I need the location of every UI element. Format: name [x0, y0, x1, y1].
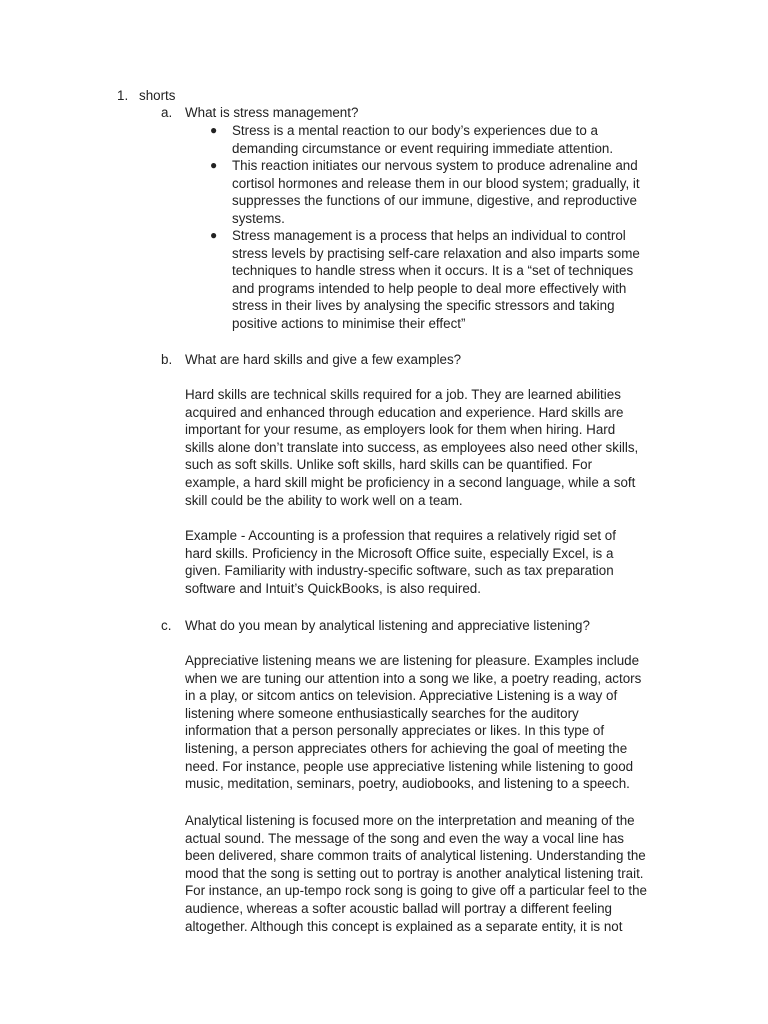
paragraph — [185, 812, 675, 935]
text-line: Stress management is a process that helps an individual to control — [232, 228, 626, 243]
text-line: in a play, or sitcom antics on television. Appreciative Listening is a way of — [185, 688, 618, 704]
text-line: This reaction initiates our nervous system to produce adrenaline and — [232, 158, 638, 173]
bullet-icon: ● — [210, 123, 218, 137]
text-line: For instance, an up-tempo rock song is going to give off a particular feel to the — [185, 883, 647, 899]
section-question: What do you mean by analytical listening and appreciative listening? — [185, 618, 590, 633]
text-line: skills alone don’t translate into success, as employees also need other skills, — [185, 439, 639, 455]
text-line: systems. — [232, 210, 285, 226]
text-line: actual sound. The message of the song and even the way a vocal line has — [185, 830, 624, 846]
text-line: Hard skills are technical skills required for a job. They are learned abilities — [185, 387, 621, 402]
list-title: shorts — [139, 88, 176, 103]
text-line: information that a person personally appreciates or likes. In this type of — [185, 723, 605, 739]
text-line: been delivered, share common traits of analytical listening. Understanding the — [185, 848, 646, 864]
text-line: suppresses the functions of our immune, digestive, and reproductive — [232, 193, 637, 209]
text-line: techniques to handle stress when it occurs. It is a “set of techniques — [232, 263, 634, 279]
text-line: important for your resume, as employers look for them when hiring. Hard — [185, 422, 616, 438]
bullet-icon: ● — [210, 228, 218, 242]
text-line: listening where someone enthusiastically searches for the auditory — [185, 705, 579, 721]
text-line: acquired and enhanced through education and experience. Hard skills are — [185, 404, 624, 420]
text-line: example, a hard skill might be proficiency in a second language, while a soft — [185, 474, 636, 490]
text-line: mood that the song is setting out to portray is another analytical listening trait. — [185, 865, 644, 881]
paragraph — [185, 386, 675, 509]
text-line: Appreciative listening means we are listening for pleasure. Examples include — [185, 653, 640, 668]
text-line: and programs intended to help people to deal more effectively with — [232, 280, 627, 296]
text-line: need. For instance, people use appreciative listening while listening to good — [185, 758, 634, 774]
bullet-icon: ● — [210, 158, 218, 172]
text-line: positive actions to minimise their effect” — [232, 315, 466, 331]
section-letter: c. — [161, 618, 172, 633]
text-line: skill could be the ability to work well on a team. — [185, 492, 463, 508]
text-line: listening, a person appreciates others for achieving the goal of meeting the — [185, 740, 628, 756]
paragraph — [185, 527, 675, 597]
text-line: Stress is a mental reaction to our body’s experiences due to a — [232, 123, 598, 138]
section-question: What is stress management? — [185, 105, 359, 120]
section-question: What are hard skills and give a few examples? — [185, 352, 462, 367]
text-line: Analytical listening is focused more on the interpretation and meaning of the — [185, 813, 635, 828]
text-line: when we are tuning our attention into a song we like, a poetry reading, actors — [185, 670, 642, 686]
text-line: Example - Accounting is a profession that requires a relatively rigid set of — [185, 528, 616, 543]
list-number: 1. — [117, 88, 129, 103]
text-line: given. Familiarity with industry-specific software, such as tax preparation — [185, 563, 614, 579]
text-line: software and Intuit’s QuickBooks, is also required. — [185, 580, 481, 596]
text-line: altogether. Although this concept is explained as a separate entity, it is not — [185, 918, 623, 934]
section-letter: a. — [161, 105, 173, 120]
text-line: music, meditation, seminars, poetry, audiobooks, and listening to a speech. — [185, 776, 630, 792]
text-line: demanding circumstance or event requiring immediate attention. — [232, 140, 614, 156]
section-letter: b. — [161, 352, 173, 367]
text-line: stress levels by practising self-care relaxation and also imparts some — [232, 245, 640, 261]
paragraph — [185, 652, 675, 793]
text-line: hard skills. Proficiency in the Microsoft Office suite, especially Excel, is a — [185, 545, 614, 561]
text-line: such as soft skills. Unlike soft skills, hard skills can be quantified. For — [185, 457, 593, 473]
text-line: audience, whereas a softer acoustic ballad will portray a different feeling — [185, 900, 613, 916]
text-line: stress in their lives by analysing the specific stressors and taking — [232, 298, 615, 314]
text-line: cortisol hormones and release them in our blood system; gradually, it — [232, 175, 640, 191]
